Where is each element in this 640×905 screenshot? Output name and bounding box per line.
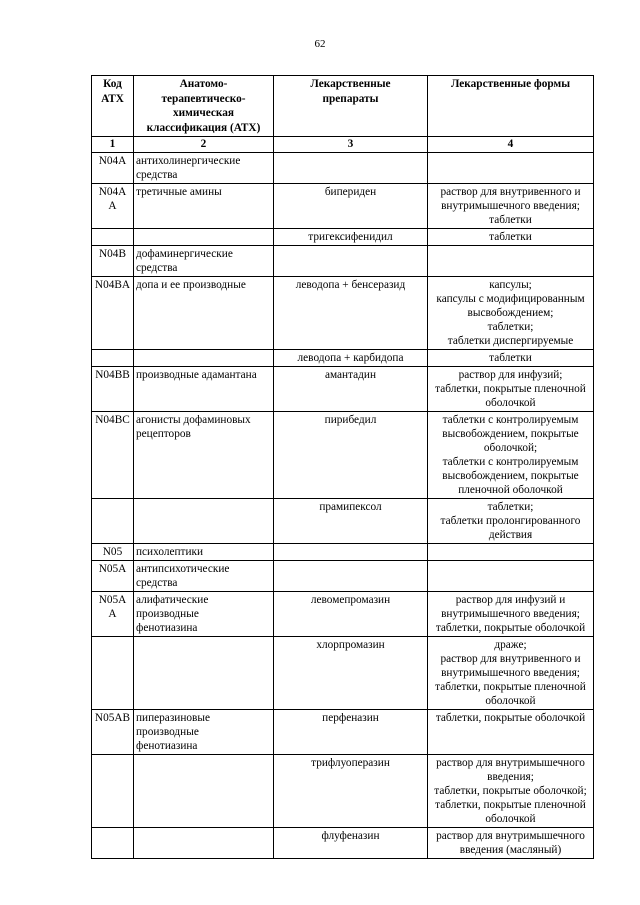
dosage-forms-cell [428, 543, 594, 560]
column-number: 1 [92, 137, 134, 153]
drug-name-cell [274, 152, 428, 183]
table-row [92, 349, 594, 366]
table-row [92, 636, 594, 709]
dosage-forms-cell: капсулы; капсулы с модифицированным высвобождением; таблетки; таблетки диспергируемые [428, 276, 594, 349]
drug-name-cell: амантадин [274, 366, 428, 411]
atx-classification-cell [134, 228, 274, 245]
header-drugs: Лекарственные препараты [274, 76, 428, 137]
atx-classification-cell [134, 349, 274, 366]
drug-name-cell: флуфеназин [274, 827, 428, 858]
column-number: 2 [134, 137, 274, 153]
dosage-forms-cell: раствор для внутримышечного введения; таблетки, покрытые оболочкой; таблетки, покрытые пленочной оболочкой [428, 754, 594, 827]
atx-classification-cell [134, 636, 274, 709]
drug-name-cell: тригексифенидил [274, 228, 428, 245]
drug-name-cell: трифлуоперазин [274, 754, 428, 827]
atx-table [91, 75, 594, 859]
table-row [92, 366, 594, 411]
atx-code-cell: N04BB [92, 366, 134, 411]
atx-classification-cell: дофаминергические средства [134, 245, 274, 276]
table-row [92, 245, 594, 276]
atx-code-cell: N04BA [92, 276, 134, 349]
atx-code-cell [92, 827, 134, 858]
dosage-forms-cell: таблетки, покрытые оболочкой [428, 709, 594, 754]
drug-name-cell: бипериден [274, 183, 428, 228]
header-dosage-forms: Лекарственные формы [428, 76, 594, 137]
atx-code-cell [92, 636, 134, 709]
dosage-forms-cell: раствор для внутримышечного введения (масляный) [428, 827, 594, 858]
dosage-forms-cell: раствор для инфузий и внутримышечного введения; таблетки, покрытые оболочкой [428, 591, 594, 636]
atx-code-cell: N05 [92, 543, 134, 560]
dosage-forms-cell [428, 245, 594, 276]
table-row [92, 709, 594, 754]
atx-code-cell: N04B [92, 245, 134, 276]
atx-classification-cell [134, 754, 274, 827]
column-number-row [92, 137, 594, 153]
atx-classification-cell: производные адамантана [134, 366, 274, 411]
dosage-forms-cell [428, 152, 594, 183]
atx-classification-cell: пиперазиновые производные фенотиазина [134, 709, 274, 754]
table-row [92, 183, 594, 228]
atx-classification-cell: психолептики [134, 543, 274, 560]
table-row [92, 543, 594, 560]
dosage-forms-cell: драже; раствор для внутривенного и внутримышечного введения; таблетки, покрытые пленочной оболочкой [428, 636, 594, 709]
atx-code-cell [92, 754, 134, 827]
atx-code-cell: N04A A [92, 183, 134, 228]
atx-classification-cell: антихолинергические средства [134, 152, 274, 183]
atx-classification-cell: допа и ее производные [134, 276, 274, 349]
table-row [92, 152, 594, 183]
page-number: 62 [314, 38, 326, 50]
header-code: Код АТХ [92, 76, 134, 137]
atx-code-cell: N05AB [92, 709, 134, 754]
table-row [92, 827, 594, 858]
atx-code-cell [92, 228, 134, 245]
drug-name-cell [274, 245, 428, 276]
atx-classification-cell: третичные амины [134, 183, 274, 228]
column-number: 3 [274, 137, 428, 153]
table-row [92, 498, 594, 543]
atx-code-cell [92, 349, 134, 366]
drug-name-cell [274, 560, 428, 591]
table-row [92, 591, 594, 636]
drug-name-cell: левомепромазин [274, 591, 428, 636]
atx-code-cell: N05A [92, 560, 134, 591]
drug-name-cell: леводопа + бенсеразид [274, 276, 428, 349]
table-row [92, 754, 594, 827]
dosage-forms-cell: раствор для внутривенного и внутримышечного введения; таблетки [428, 183, 594, 228]
drug-name-cell: прамипексол [274, 498, 428, 543]
table-row [92, 411, 594, 498]
atx-classification-cell [134, 827, 274, 858]
dosage-forms-cell: раствор для инфузий; таблетки, покрытые пленочной оболочкой [428, 366, 594, 411]
drug-name-cell: хлорпромазин [274, 636, 428, 709]
header-row [92, 76, 594, 137]
atx-classification-cell: агонисты дофаминовых рецепторов [134, 411, 274, 498]
table-row [92, 276, 594, 349]
atx-classification-cell [134, 498, 274, 543]
drug-name-cell: перфеназин [274, 709, 428, 754]
atx-classification-cell: антипсихотические средства [134, 560, 274, 591]
drug-name-cell [274, 543, 428, 560]
atx-classification-cell: алифатические производные фенотиазина [134, 591, 274, 636]
header-atx-classification: Анатомо- терапевтическо- химическая классификация (АТХ) [134, 76, 274, 137]
table-row [92, 560, 594, 591]
dosage-forms-cell: таблетки с контролируемым высвобождением, покрытые оболочкой; таблетки с контролируемым высвобождением, покрытые пленочной оболочкой [428, 411, 594, 498]
drug-name-cell: пирибедил [274, 411, 428, 498]
table-row [92, 228, 594, 245]
atx-code-cell: N04BC [92, 411, 134, 498]
atx-code-cell: N05A A [92, 591, 134, 636]
dosage-forms-cell: таблетки [428, 228, 594, 245]
dosage-forms-cell [428, 560, 594, 591]
drug-name-cell: леводопа + карбидопа [274, 349, 428, 366]
dosage-forms-cell: таблетки [428, 349, 594, 366]
atx-code-cell [92, 498, 134, 543]
column-number: 4 [428, 137, 594, 153]
atx-code-cell: N04A [92, 152, 134, 183]
dosage-forms-cell: таблетки; таблетки пролонгированного действия [428, 498, 594, 543]
